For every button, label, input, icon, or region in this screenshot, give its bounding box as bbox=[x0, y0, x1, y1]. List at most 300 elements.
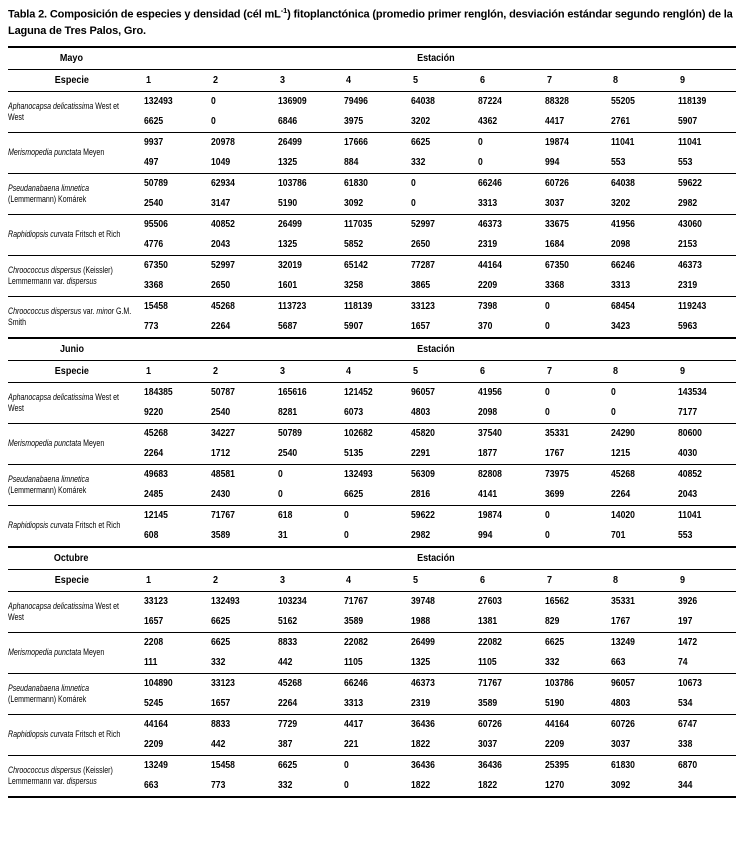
sd-value-text: 0 bbox=[544, 407, 550, 419]
sd-value-text: 2650 bbox=[210, 280, 230, 292]
caption-superscript: -1 bbox=[280, 6, 288, 15]
mean-value bbox=[602, 755, 669, 776]
mean-value bbox=[402, 632, 469, 653]
species-name-text bbox=[8, 229, 133, 239]
sd-value-text: 3202 bbox=[411, 116, 431, 128]
mean-value-text: 13249 bbox=[611, 637, 636, 649]
mean-value bbox=[469, 464, 536, 485]
sd-value bbox=[536, 235, 603, 256]
mean-value-text: 46373 bbox=[477, 219, 502, 231]
sd-value-text: 6846 bbox=[277, 116, 297, 128]
sd-value-text: 1105 bbox=[477, 657, 497, 669]
mean-value bbox=[536, 632, 603, 653]
month-label-text: Mayo bbox=[59, 52, 84, 65]
sd-value bbox=[469, 112, 536, 133]
species-name-segment: (Keissler) Lemmermann var. bbox=[8, 765, 113, 786]
sd-value-text: 370 bbox=[477, 321, 493, 333]
sd-value-text: 534 bbox=[678, 698, 693, 710]
mean-value bbox=[202, 755, 269, 776]
species-name-segment: G.M. Smith bbox=[8, 306, 132, 327]
species-name-text bbox=[8, 392, 133, 413]
sd-value bbox=[402, 776, 469, 797]
mean-value-text: 7398 bbox=[477, 301, 497, 313]
sd-value-text: 2291 bbox=[411, 448, 431, 460]
sd-value-text: 0 bbox=[544, 321, 550, 333]
mean-value bbox=[602, 505, 669, 526]
sd-value-text: 2209 bbox=[477, 280, 497, 292]
mean-value bbox=[335, 505, 402, 526]
mean-value bbox=[669, 632, 736, 653]
sd-value bbox=[135, 612, 202, 633]
sd-value bbox=[669, 653, 736, 674]
station-header-text: 9 bbox=[680, 74, 686, 87]
mean-value bbox=[536, 505, 603, 526]
mean-value bbox=[536, 673, 603, 694]
sd-value-text: 553 bbox=[678, 530, 693, 542]
sd-value bbox=[602, 485, 669, 506]
sd-value-text: 111 bbox=[144, 657, 158, 669]
sd-value-text: 3589 bbox=[344, 616, 364, 628]
mean-value bbox=[669, 132, 736, 153]
sd-value-text: 663 bbox=[144, 780, 159, 792]
station-header-text: 5 bbox=[413, 574, 419, 587]
sd-value-text: 221 bbox=[344, 739, 359, 751]
mean-value bbox=[269, 591, 336, 612]
sd-value bbox=[536, 485, 603, 506]
mean-value bbox=[669, 755, 736, 776]
mean-value bbox=[402, 505, 469, 526]
sd-value-text: 2098 bbox=[477, 407, 497, 419]
mean-value-text: 16562 bbox=[544, 596, 569, 608]
sd-value-text: 2319 bbox=[411, 698, 431, 710]
sd-value-text: 5907 bbox=[344, 321, 364, 333]
mean-value-text: 95506 bbox=[144, 219, 168, 231]
station-header-text: 6 bbox=[479, 74, 485, 87]
mean-value-text: 2208 bbox=[144, 637, 164, 649]
mean-value bbox=[335, 591, 402, 612]
sd-value-text: 4141 bbox=[477, 489, 497, 501]
species-name-segment: Merismopedia punctata bbox=[8, 438, 82, 449]
mean-value bbox=[602, 382, 669, 403]
species-mean-row bbox=[8, 591, 736, 612]
sd-value bbox=[602, 735, 669, 756]
sd-value-text: 2319 bbox=[678, 280, 698, 292]
mean-value bbox=[469, 296, 536, 317]
mean-value-text: 26499 bbox=[277, 219, 302, 231]
station-header-text: 1 bbox=[146, 574, 152, 587]
sd-value-text: 3037 bbox=[477, 739, 497, 751]
species-name-segment: Meyen bbox=[81, 647, 105, 658]
species-name-segment: Fritsch et Rich bbox=[73, 729, 121, 740]
mean-value bbox=[669, 255, 736, 276]
species-name-segment: West et West bbox=[8, 101, 119, 122]
sd-value bbox=[536, 526, 603, 547]
mean-value-text: 8833 bbox=[210, 719, 230, 731]
sd-value bbox=[135, 653, 202, 674]
mean-value bbox=[135, 423, 202, 444]
sd-value-text: 1657 bbox=[411, 321, 431, 333]
estacion-label-text: Estación bbox=[416, 52, 455, 65]
station-header bbox=[602, 69, 669, 91]
sd-value bbox=[135, 403, 202, 424]
mean-value bbox=[402, 255, 469, 276]
mean-value-text: 132493 bbox=[210, 596, 240, 608]
mean-value bbox=[536, 132, 603, 153]
sd-value bbox=[602, 653, 669, 674]
sd-value bbox=[402, 735, 469, 756]
mean-value bbox=[669, 464, 736, 485]
month-label-text: Octubre bbox=[54, 552, 89, 565]
sd-value-text: 3258 bbox=[344, 280, 364, 292]
species-name-segment: Meyen bbox=[81, 147, 105, 158]
sd-value-text: 5135 bbox=[344, 448, 364, 460]
species-name-segment: dispersus bbox=[66, 275, 97, 286]
mean-value-text: 55205 bbox=[611, 96, 636, 108]
sd-value-text: 3313 bbox=[344, 698, 364, 710]
mean-value bbox=[335, 673, 402, 694]
mean-value bbox=[135, 673, 202, 694]
species-name-segment: West et West bbox=[8, 392, 119, 413]
sd-value bbox=[202, 276, 269, 297]
mean-value-text: 11041 bbox=[611, 137, 635, 149]
mean-value bbox=[402, 382, 469, 403]
sd-value-text: 1049 bbox=[210, 157, 230, 169]
species-name-segment: dispersus bbox=[66, 775, 97, 786]
sd-value bbox=[202, 317, 269, 338]
sd-value bbox=[602, 153, 669, 174]
mean-value-text: 66246 bbox=[344, 678, 369, 690]
mean-value-text: 52997 bbox=[210, 260, 235, 272]
sd-value bbox=[536, 317, 603, 338]
sd-value bbox=[469, 612, 536, 633]
sd-value bbox=[536, 444, 603, 465]
especie-header bbox=[8, 360, 135, 382]
station-header bbox=[135, 69, 202, 91]
mean-value-text: 46373 bbox=[411, 678, 435, 690]
sd-value-text: 1767 bbox=[544, 448, 564, 460]
sd-value-text: 2153 bbox=[678, 239, 698, 251]
sd-value bbox=[202, 112, 269, 133]
mean-value bbox=[669, 591, 736, 612]
sd-value-text: 4803 bbox=[411, 407, 431, 419]
species-name-text bbox=[8, 147, 133, 157]
mean-value bbox=[202, 673, 269, 694]
caption-text-suffix: ) fitoplanctónica (promedio primer renglón, desviación estándar segundo renglón) de la Laguna de Tres Palos, Gro. bbox=[8, 8, 733, 37]
mean-value bbox=[402, 714, 469, 735]
mean-value-text: 50787 bbox=[210, 387, 235, 399]
sd-value-text: 4803 bbox=[611, 698, 631, 710]
mean-value-text: 13249 bbox=[144, 760, 168, 772]
sd-value-text: 3423 bbox=[611, 321, 631, 333]
sd-value-text: 608 bbox=[144, 530, 159, 542]
mean-value bbox=[669, 173, 736, 194]
sd-value-text: 8281 bbox=[277, 407, 297, 419]
mean-value-text: 118139 bbox=[344, 301, 373, 313]
sd-value bbox=[602, 194, 669, 215]
species-name bbox=[8, 255, 135, 296]
sd-value-text: 0 bbox=[544, 530, 550, 542]
mean-value bbox=[269, 714, 336, 735]
sd-value bbox=[135, 276, 202, 297]
sd-value bbox=[469, 276, 536, 297]
mean-value bbox=[202, 464, 269, 485]
sd-value-text: 1712 bbox=[210, 448, 230, 460]
mean-value bbox=[202, 255, 269, 276]
species-name bbox=[8, 382, 135, 423]
sd-value-text: 5907 bbox=[678, 116, 698, 128]
species-name-text bbox=[8, 474, 133, 495]
sd-value bbox=[402, 153, 469, 174]
mean-value-text: 59622 bbox=[678, 178, 703, 190]
sd-value-text: 1822 bbox=[411, 780, 431, 792]
mean-value-text: 6625 bbox=[544, 637, 564, 649]
mean-value-text: 6747 bbox=[678, 719, 698, 731]
mean-value-text: 6625 bbox=[411, 137, 431, 149]
mean-value-text: 0 bbox=[344, 760, 350, 772]
sd-value bbox=[135, 194, 202, 215]
mean-value-text: 3926 bbox=[678, 596, 698, 608]
sd-value-text: 1988 bbox=[411, 616, 431, 628]
sd-value bbox=[536, 653, 603, 674]
sd-value bbox=[469, 153, 536, 174]
station-header-text: 3 bbox=[279, 74, 285, 87]
sd-value-text: 3589 bbox=[210, 530, 230, 542]
sd-value bbox=[135, 153, 202, 174]
species-name-segment: Pseudanabaena limnetica bbox=[8, 474, 89, 485]
caption-text-prefix: Tabla 2. Composición de especies y densidad (cél mL bbox=[8, 8, 281, 21]
sd-value-text: 1877 bbox=[477, 448, 497, 460]
mean-value-text: 184385 bbox=[144, 387, 173, 399]
estacion-label bbox=[135, 338, 736, 361]
sd-value-text: 553 bbox=[611, 157, 626, 169]
mean-value-text: 61830 bbox=[344, 178, 369, 190]
sd-value bbox=[536, 735, 603, 756]
mean-value-text: 67350 bbox=[544, 260, 569, 272]
month-header-row bbox=[8, 47, 736, 70]
column-header-row bbox=[8, 360, 736, 382]
mean-value bbox=[135, 173, 202, 194]
station-header-text: 5 bbox=[413, 74, 419, 87]
sd-value bbox=[469, 317, 536, 338]
sd-value-text: 773 bbox=[210, 780, 226, 792]
mean-value bbox=[536, 591, 603, 612]
sd-value-text: 74 bbox=[678, 657, 688, 669]
sd-value bbox=[269, 317, 336, 338]
column-header-row bbox=[8, 569, 736, 591]
mean-value-text: 17666 bbox=[344, 137, 369, 149]
mean-value bbox=[335, 173, 402, 194]
sd-value bbox=[536, 612, 603, 633]
mean-value-text: 48581 bbox=[210, 469, 235, 481]
sd-value-text: 2264 bbox=[277, 698, 297, 710]
sd-value-text: 6625 bbox=[144, 116, 164, 128]
mean-value bbox=[469, 173, 536, 194]
species-name-text bbox=[8, 520, 133, 530]
sd-value-text: 2209 bbox=[144, 739, 164, 751]
sd-value bbox=[269, 526, 336, 547]
species-name-text bbox=[8, 265, 133, 286]
mean-value-text: 132493 bbox=[144, 96, 173, 108]
species-name-segment: Chroococcus dispersus bbox=[8, 765, 82, 776]
sd-value-text: 3202 bbox=[611, 198, 631, 210]
sd-value bbox=[469, 735, 536, 756]
sd-value bbox=[335, 694, 402, 715]
sd-value bbox=[402, 444, 469, 465]
sd-value bbox=[669, 235, 736, 256]
sd-value-text: 0 bbox=[477, 157, 483, 169]
mean-value bbox=[536, 255, 603, 276]
sd-value-text: 3589 bbox=[477, 698, 497, 710]
sd-value bbox=[269, 194, 336, 215]
station-header bbox=[469, 569, 536, 591]
mean-value-text: 77287 bbox=[411, 260, 435, 272]
species-name-text bbox=[8, 647, 133, 657]
mean-value-text: 136909 bbox=[277, 96, 307, 108]
species-name bbox=[8, 464, 135, 505]
especie-header-text: Especie bbox=[54, 74, 89, 87]
station-header-text: 2 bbox=[212, 74, 218, 87]
mean-value bbox=[402, 173, 469, 194]
sd-value-text: 3037 bbox=[611, 739, 631, 751]
mean-value bbox=[335, 255, 402, 276]
mean-value bbox=[669, 214, 736, 235]
mean-value-text: 113723 bbox=[277, 301, 306, 313]
mean-value bbox=[602, 464, 669, 485]
sd-value bbox=[469, 194, 536, 215]
station-header-text: 4 bbox=[346, 74, 352, 87]
mean-value-text: 33123 bbox=[411, 301, 435, 313]
species-name-text bbox=[8, 183, 133, 204]
sd-value-text: 6073 bbox=[344, 407, 364, 419]
sd-value bbox=[669, 444, 736, 465]
mean-value bbox=[669, 91, 736, 112]
mean-value-text: 6625 bbox=[277, 760, 297, 772]
sd-value bbox=[269, 235, 336, 256]
station-header-text: 7 bbox=[546, 574, 552, 587]
mean-value-text: 41956 bbox=[611, 219, 636, 231]
station-header bbox=[669, 69, 736, 91]
sd-value-text: 1657 bbox=[144, 616, 164, 628]
mean-value bbox=[202, 632, 269, 653]
species-name-text bbox=[8, 438, 133, 448]
sd-value bbox=[536, 276, 603, 297]
mean-value bbox=[402, 296, 469, 317]
species-name-segment: Pseudanabaena limnetica bbox=[8, 683, 89, 694]
species-mean-row bbox=[8, 255, 736, 276]
mean-value bbox=[469, 714, 536, 735]
station-header-text: 4 bbox=[346, 574, 352, 587]
station-header-text: 2 bbox=[212, 365, 218, 378]
mean-value bbox=[202, 214, 269, 235]
mean-value-text: 11041 bbox=[678, 137, 702, 149]
mean-value bbox=[669, 296, 736, 317]
mean-value-text: 117035 bbox=[344, 219, 373, 231]
mean-value-text: 59622 bbox=[411, 510, 435, 522]
sd-value bbox=[536, 194, 603, 215]
sd-value bbox=[536, 694, 603, 715]
sd-value-text: 1601 bbox=[277, 280, 297, 292]
sd-value-text: 3865 bbox=[411, 280, 431, 292]
mean-value bbox=[135, 714, 202, 735]
station-header-text: 8 bbox=[613, 365, 619, 378]
sd-value bbox=[135, 776, 202, 797]
sd-value-text: 1767 bbox=[611, 616, 631, 628]
mean-value bbox=[269, 132, 336, 153]
mean-value bbox=[135, 296, 202, 317]
sd-value-text: 5852 bbox=[344, 239, 364, 251]
mean-value bbox=[335, 214, 402, 235]
mean-value-text: 88328 bbox=[544, 96, 569, 108]
mean-value-text: 9937 bbox=[144, 137, 164, 149]
mean-value bbox=[335, 382, 402, 403]
mean-value-text: 19874 bbox=[544, 137, 569, 149]
especie-header-text: Especie bbox=[54, 365, 89, 378]
mean-value bbox=[269, 173, 336, 194]
mean-value-text: 22082 bbox=[477, 637, 502, 649]
sd-value bbox=[202, 694, 269, 715]
mean-value-text: 27603 bbox=[477, 596, 502, 608]
station-header bbox=[402, 69, 469, 91]
species-name-segment: Meyen bbox=[81, 438, 105, 449]
mean-value bbox=[402, 91, 469, 112]
mean-value bbox=[135, 382, 202, 403]
sd-value bbox=[402, 317, 469, 338]
mean-value bbox=[469, 591, 536, 612]
sd-value bbox=[469, 694, 536, 715]
estacion-label-text: Estación bbox=[416, 343, 455, 356]
sd-value bbox=[536, 776, 603, 797]
sd-value-text: 884 bbox=[344, 157, 359, 169]
mean-value bbox=[202, 296, 269, 317]
mean-value bbox=[269, 296, 336, 317]
mean-value-text: 25395 bbox=[544, 760, 569, 772]
mean-value bbox=[402, 464, 469, 485]
mean-value-text: 45820 bbox=[411, 428, 435, 440]
sd-value-text: 5162 bbox=[277, 616, 297, 628]
sd-value-text: 5963 bbox=[678, 321, 698, 333]
sd-value bbox=[469, 444, 536, 465]
sd-value-text: 2982 bbox=[678, 198, 698, 210]
station-header bbox=[469, 69, 536, 91]
sd-value-text: 1215 bbox=[611, 448, 631, 460]
sd-value-text: 2264 bbox=[144, 448, 164, 460]
sd-value bbox=[335, 235, 402, 256]
sd-value bbox=[202, 153, 269, 174]
station-header-text: 3 bbox=[279, 574, 285, 587]
mean-value-text: 71767 bbox=[210, 510, 235, 522]
sd-value bbox=[202, 735, 269, 756]
sd-value bbox=[202, 526, 269, 547]
species-mean-row bbox=[8, 714, 736, 735]
sd-value bbox=[135, 526, 202, 547]
station-header-text: 2 bbox=[212, 574, 218, 587]
sd-value-text: 1657 bbox=[210, 698, 230, 710]
mean-value-text: 10673 bbox=[678, 678, 703, 690]
species-name-segment: minor bbox=[96, 306, 115, 317]
sd-value bbox=[669, 403, 736, 424]
sd-value-text: 3092 bbox=[344, 198, 364, 210]
mean-value bbox=[469, 673, 536, 694]
mean-value-text: 36436 bbox=[411, 760, 435, 772]
mean-value-text: 11041 bbox=[678, 510, 702, 522]
station-header-text: 7 bbox=[546, 74, 552, 87]
mean-value bbox=[202, 423, 269, 444]
mean-value bbox=[335, 755, 402, 776]
mean-value bbox=[602, 591, 669, 612]
species-name bbox=[8, 132, 135, 173]
sd-value bbox=[135, 694, 202, 715]
mean-value-text: 34227 bbox=[210, 428, 235, 440]
